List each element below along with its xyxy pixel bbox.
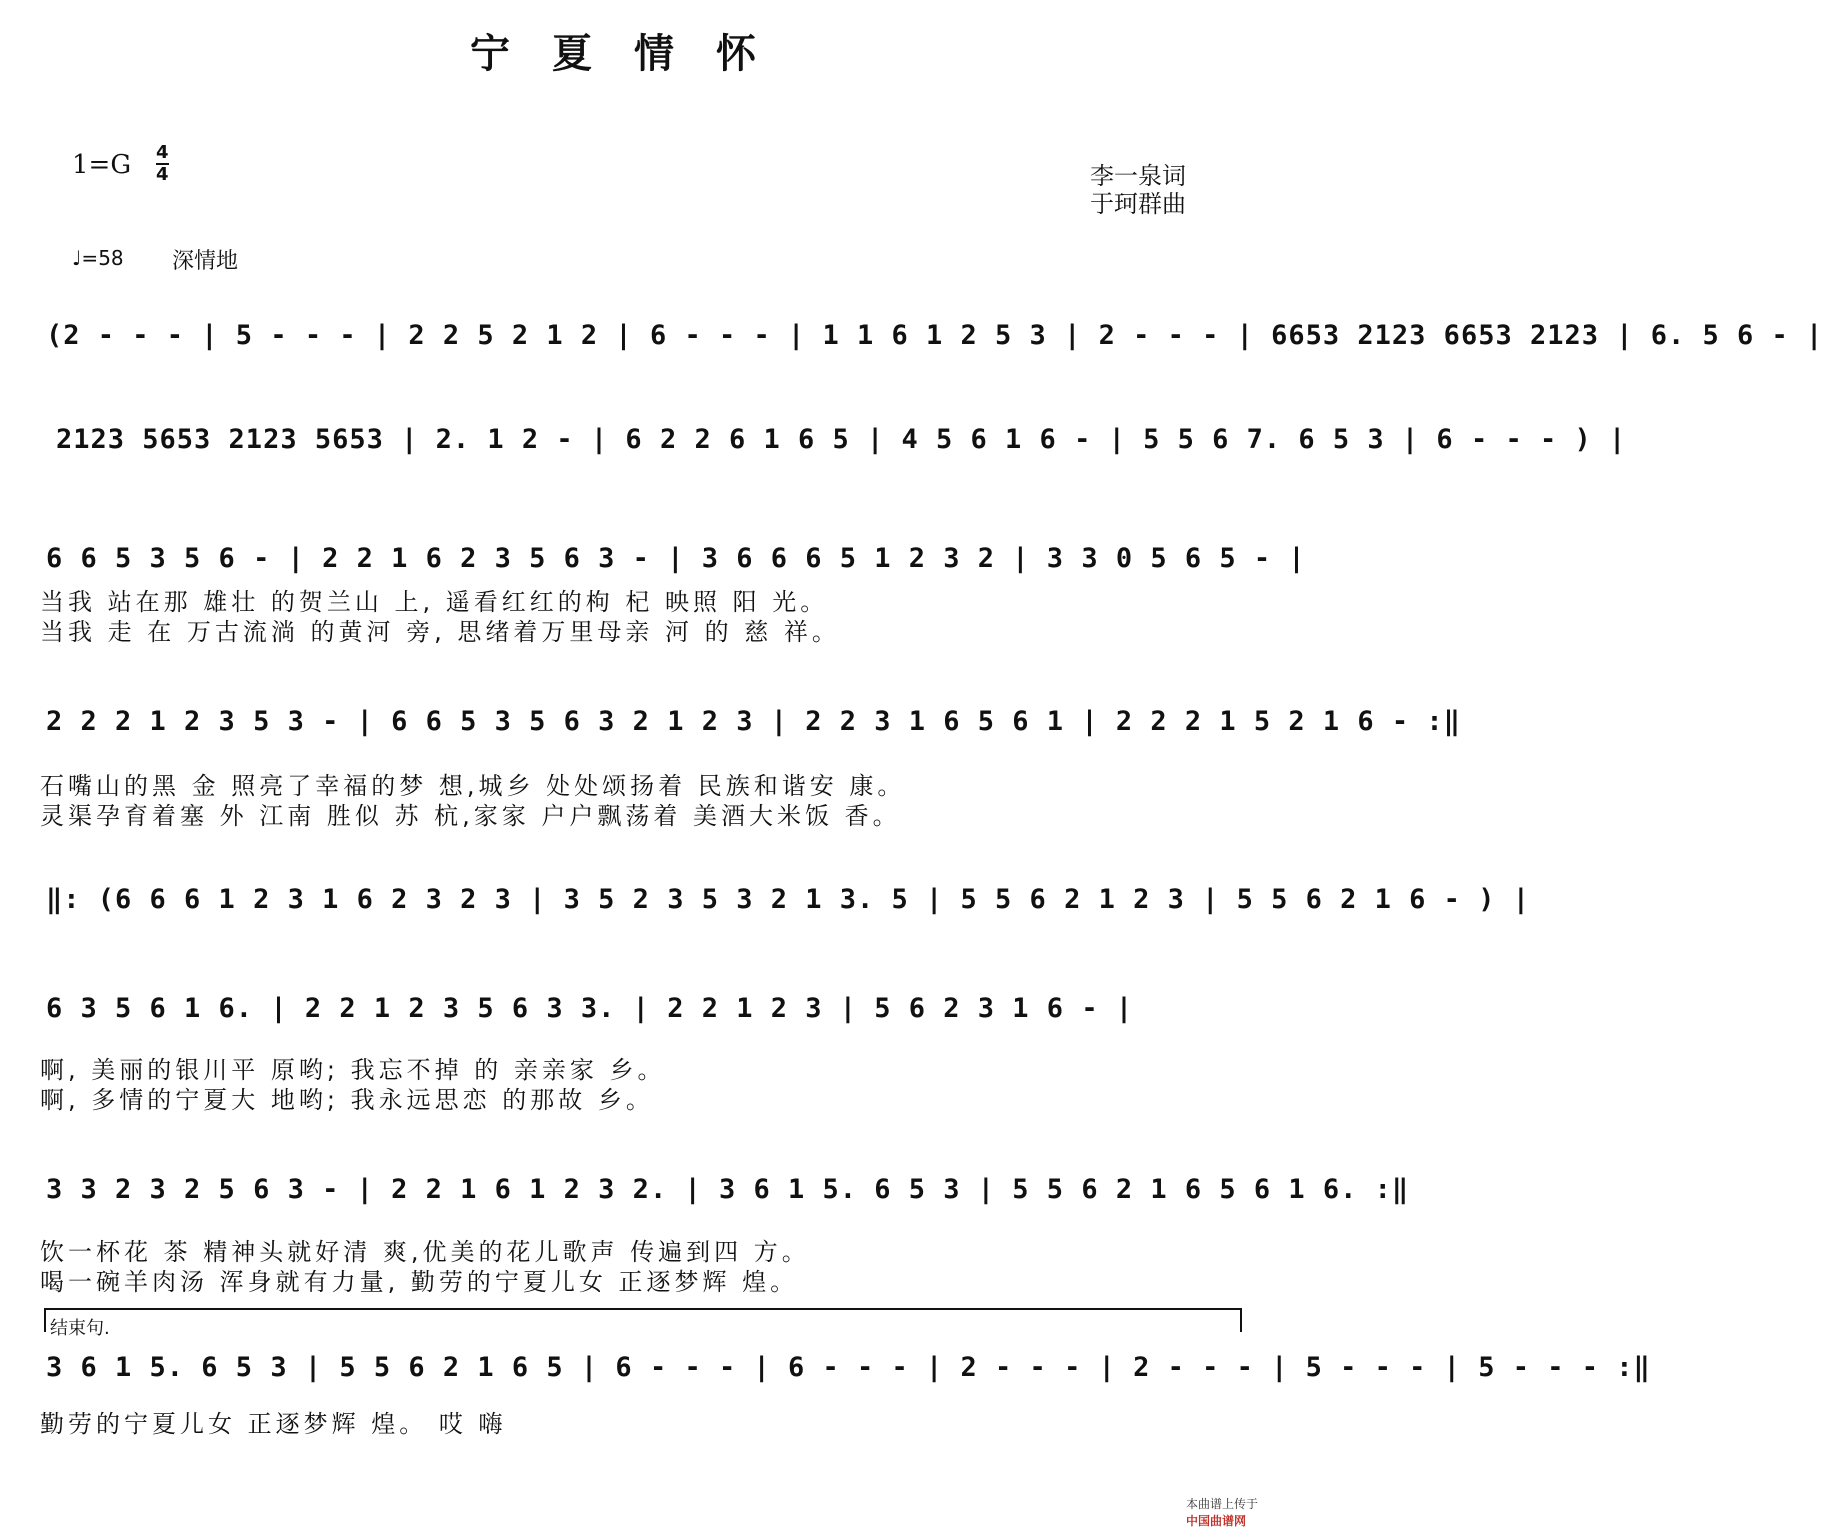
ending-label: 结束句. (50, 1318, 110, 1339)
lyric-verse1-line-c: 啊, 美丽的银川平 原哟; 我忘不掉 的 亲亲家 乡。 (40, 1056, 666, 1084)
composer-credit: 于珂群曲 (1090, 190, 1186, 218)
page-title: 宁夏情怀 (470, 30, 798, 77)
footer-credit (1178, 1481, 1258, 1529)
lyric-verse2-line-b: 灵渠孕育着塞 外 江南 胜似 苏 杭,家家 户户飘荡着 美酒大米饭 香。 (40, 802, 901, 830)
time-signature-top: 4 (156, 142, 169, 163)
time-signature-bottom: 4 (156, 164, 169, 185)
notation-row-2: 2123 5653 2123 5653 | 2. 1 2 - | 6 2 2 6 1 6 5 | 4 5 6 1 6 - | 5 5 6 7. 6 5 3 | 6 - - - ) | (56, 424, 1627, 455)
lyric-verse2-line-a: 当我 走 在 万古流淌 的黄河 旁, 思绪着万里母亲 河 的 慈 祥。 (40, 618, 840, 646)
notation-row-7: 3 3 2 3 2 5 6 3 - | 2 2 1 6 1 2 3 2. | 3 6 1 5. 6 5 3 | 5 5 6 2 1 6 5 6 1 6. :‖ (46, 1174, 1410, 1205)
lyricist-credit: 李一泉词 (1090, 162, 1186, 190)
lyric-verse2-line-d: 喝一碗羊肉汤 浑身就有力量, 勤劳的宁夏儿女 正逐梦辉 煌。 (40, 1268, 799, 1296)
notation-row-1: (2 - - - | 5 - - - | 2 2 5 2 1 2 | 6 - - - | 1 1 6 1 2 5 3 | 2 - - - | 6653 2123 6653 2123 | 6. 5 6 - | (46, 320, 1823, 351)
notation-row-8: 3 6 1 5. 6 5 3 | 5 5 6 2 1 6 5 | 6 - - - | 6 - - - | 2 - - - | 2 - - - | 5 - - - | 5 - - - :‖ (46, 1352, 1651, 1383)
lyric-ending: 勤劳的宁夏儿女 正逐梦辉 煌。 哎 嗨 (40, 1410, 507, 1438)
lyric-verse2-line-c: 啊, 多情的宁夏大 地哟; 我永远思恋 的那故 乡。 (40, 1086, 654, 1114)
key-signature: 1=G (72, 150, 132, 180)
site-logo: 中国曲谱网 (1185, 1514, 1246, 1528)
tempo-marking: ♩=58 (72, 246, 124, 270)
ending-bracket (44, 1308, 1242, 1332)
time-signature (156, 143, 169, 185)
notation-row-4: 2 2 2 1 2 3 5 3 - | 6 6 5 3 5 6 3 2 1 2 3 | 2 2 3 1 6 5 6 1 | 2 2 2 1 5 2 1 6 - :‖ (46, 706, 1461, 737)
footer-prefix: 本曲谱上传于 (1185, 1497, 1258, 1511)
expression-marking: 深情地 (172, 249, 239, 274)
notation-row-6: 6 3 5 6 1 6. | 2 2 1 2 3 5 6 3 3. | 2 2 1 2 3 | 5 6 2 3 1 6 - | (46, 993, 1134, 1024)
lyric-verse1-line-d: 饮一杯花 茶 精神头就好清 爽,优美的花儿歌声 传遍到四 方。 (40, 1238, 810, 1266)
notation-row-5: ‖: (6 6 6 1 2 3 1 6 2 3 2 3 | 3 5 2 3 5 3 2 1 3. 5 | 5 5 6 2 1 2 3 | 5 5 6 2 1 6 - ) | (46, 884, 1530, 915)
lyric-verse1-line-b: 石嘴山的黑 金 照亮了幸福的梦 想,城乡 处处颂扬着 民族和谐安 康。 (40, 772, 906, 800)
lyric-verse1-line-a: 当我 站在那 雄壮 的贺兰山 上, 遥看红红的枸 杞 映照 阳 光。 (40, 588, 829, 616)
notation-row-3: 6 6 5 3 5 6 - | 2 2 1 6 2 3 5 6 3 - | 3 6 6 6 5 1 2 3 2 | 3 3 0 5 6 5 - | (46, 543, 1306, 574)
